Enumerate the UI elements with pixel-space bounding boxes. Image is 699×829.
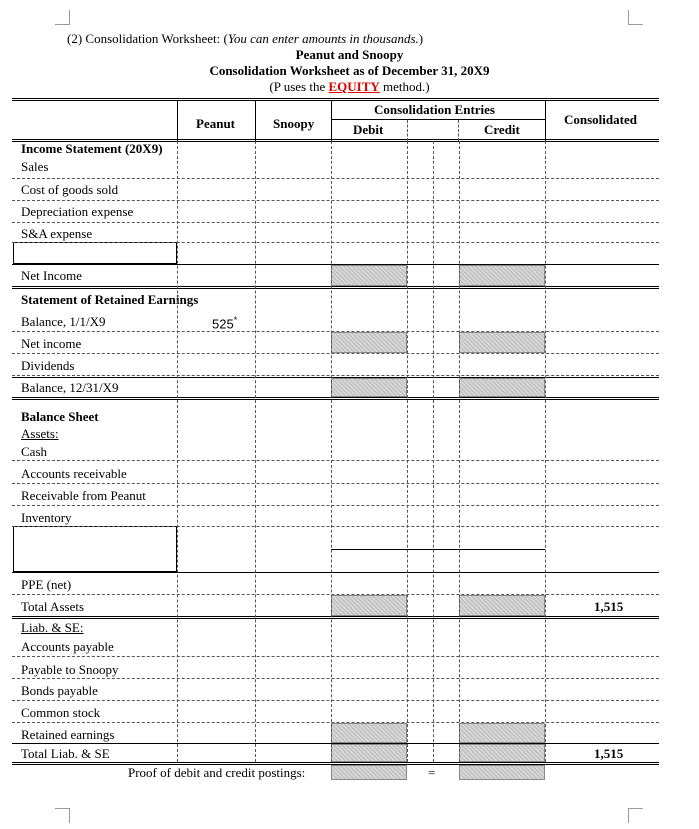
rule (12, 616, 659, 617)
company-title: Peanut and Snoopy (295, 47, 404, 62)
row-label-bonds-payable: Bonds payable (21, 683, 98, 698)
entries-header-rule (331, 119, 545, 120)
header-div-debit-sub (407, 120, 408, 141)
col-div-debit (331, 141, 332, 762)
rule (12, 700, 659, 701)
rule (12, 397, 659, 398)
proof-credit-total (459, 765, 545, 780)
row-label-payable-to-snoopy: Payable to Snoopy (21, 662, 119, 677)
header-div-credit-sub (458, 120, 459, 141)
rule (12, 222, 659, 223)
rule (12, 399, 659, 400)
shaded-cell-re-ni-debit (331, 332, 407, 353)
row-label-receivable-from-peanut: Receivable from Peanut (21, 488, 146, 503)
col-div-credit-mid (433, 141, 434, 762)
col-div-consolidated (545, 141, 546, 762)
table-top-rule-2 (12, 100, 659, 101)
shaded-cell-tl-credit (459, 744, 545, 762)
row-label-cogs: Cost of goods sold (21, 182, 119, 197)
col-div-peanut (177, 141, 178, 762)
col-div-snoopy (255, 141, 256, 762)
shaded-cell-re-end-debit (331, 378, 407, 397)
shaded-cell-ta-debit (331, 595, 407, 616)
row-label-ppe: PPE (net) (21, 577, 72, 592)
header-div-entries (331, 100, 332, 141)
income-statement-heading: Income Statement (20X9) (21, 141, 163, 156)
total-assets-consolidated: 1,515 (594, 599, 624, 614)
header-bottom-rule (12, 139, 659, 140)
row-label-re-net-income: Net income (21, 336, 82, 351)
shaded-cell-re-end-credit (459, 378, 545, 397)
rule (12, 200, 659, 201)
row-label-dividends: Dividends (21, 358, 75, 373)
rule (12, 178, 659, 179)
row-label-cash: Cash (21, 444, 47, 459)
shaded-cell-ta-credit (459, 595, 545, 616)
col-div-credit (459, 141, 460, 762)
row-label-total-liab: Total Liab. & SE (21, 746, 110, 761)
shaded-cell-ni-credit (459, 265, 545, 286)
row-label-accounts-receivable: Accounts receivable (21, 466, 127, 481)
rule (12, 526, 659, 527)
shaded-cell-tl-debit (331, 744, 407, 762)
proof-equals: = (428, 765, 436, 780)
shaded-cell-re-bs-debit (331, 723, 407, 743)
rule (12, 375, 659, 376)
rule (12, 483, 659, 484)
assets-heading: Assets: (21, 426, 59, 441)
rule (12, 288, 659, 289)
rule (12, 286, 659, 287)
worksheet-subtitle: Consolidation Worksheet as of December 31, 20X9 (209, 63, 490, 78)
header-div-snoopy (255, 100, 256, 141)
col-header-credit: Credit (484, 122, 520, 137)
table-top-rule (12, 98, 659, 99)
col-header-debit: Debit (353, 122, 384, 137)
header-div-consolidated (545, 100, 546, 141)
col-header-entries: Consolidation Entries (374, 102, 495, 117)
rule (12, 618, 659, 619)
balance-sheet-heading: Balance Sheet (21, 409, 99, 424)
peanut-balance-start-value: 525* (212, 315, 238, 332)
row-label-retained-earnings: Retained earnings (21, 727, 115, 742)
blank-entry-box-assets[interactable] (13, 526, 177, 572)
header-div-peanut (177, 100, 178, 141)
method-note: (P uses the EQUITY method.) (269, 79, 430, 94)
worksheet-instructions: (2) Consolidation Worksheet: (You can enter amounts in thousands.) (67, 31, 424, 46)
rule (12, 572, 659, 573)
blank-entry-box-income[interactable] (13, 242, 177, 264)
row-label-common-stock: Common stock (21, 705, 101, 720)
rule (12, 656, 659, 657)
row-label-inventory: Inventory (21, 510, 72, 525)
row-label-sales: Sales (21, 159, 49, 174)
rule (12, 353, 659, 354)
shaded-cell-ni-debit (331, 265, 407, 286)
total-liab-consolidated: 1,515 (594, 746, 624, 761)
row-label-depreciation: Depreciation expense (21, 204, 134, 219)
shaded-cell-re-bs-credit (459, 723, 545, 743)
col-header-consolidated: Consolidated (564, 112, 637, 127)
row-label-balance-end: Balance, 12/31/X9 (21, 380, 119, 395)
rule (12, 460, 659, 461)
col-header-peanut: Peanut (196, 116, 235, 131)
row-label-balance-start: Balance, 1/1/X9 (21, 314, 106, 329)
col-header-snoopy: Snoopy (273, 116, 315, 131)
liab-heading: Liab. & SE: (21, 620, 84, 635)
col-div-debit-mid (407, 141, 408, 762)
rule (12, 242, 659, 243)
rule (12, 678, 659, 679)
rule (12, 762, 659, 763)
row-label-accounts-payable: Accounts payable (21, 639, 114, 654)
retained-earnings-heading: Statement of Retained Earnings (21, 292, 199, 307)
row-label-total-assets: Total Assets (21, 599, 85, 614)
proof-debit-total (331, 765, 407, 780)
rule (12, 505, 659, 506)
row-label-net-income: Net Income (21, 268, 83, 283)
method-word: EQUITY (328, 79, 380, 94)
proof-label: Proof of debit and credit postings: (128, 765, 306, 780)
rule (331, 549, 545, 550)
row-label-sa-expense: S&A expense (21, 226, 93, 241)
shaded-cell-re-ni-credit (459, 332, 545, 353)
